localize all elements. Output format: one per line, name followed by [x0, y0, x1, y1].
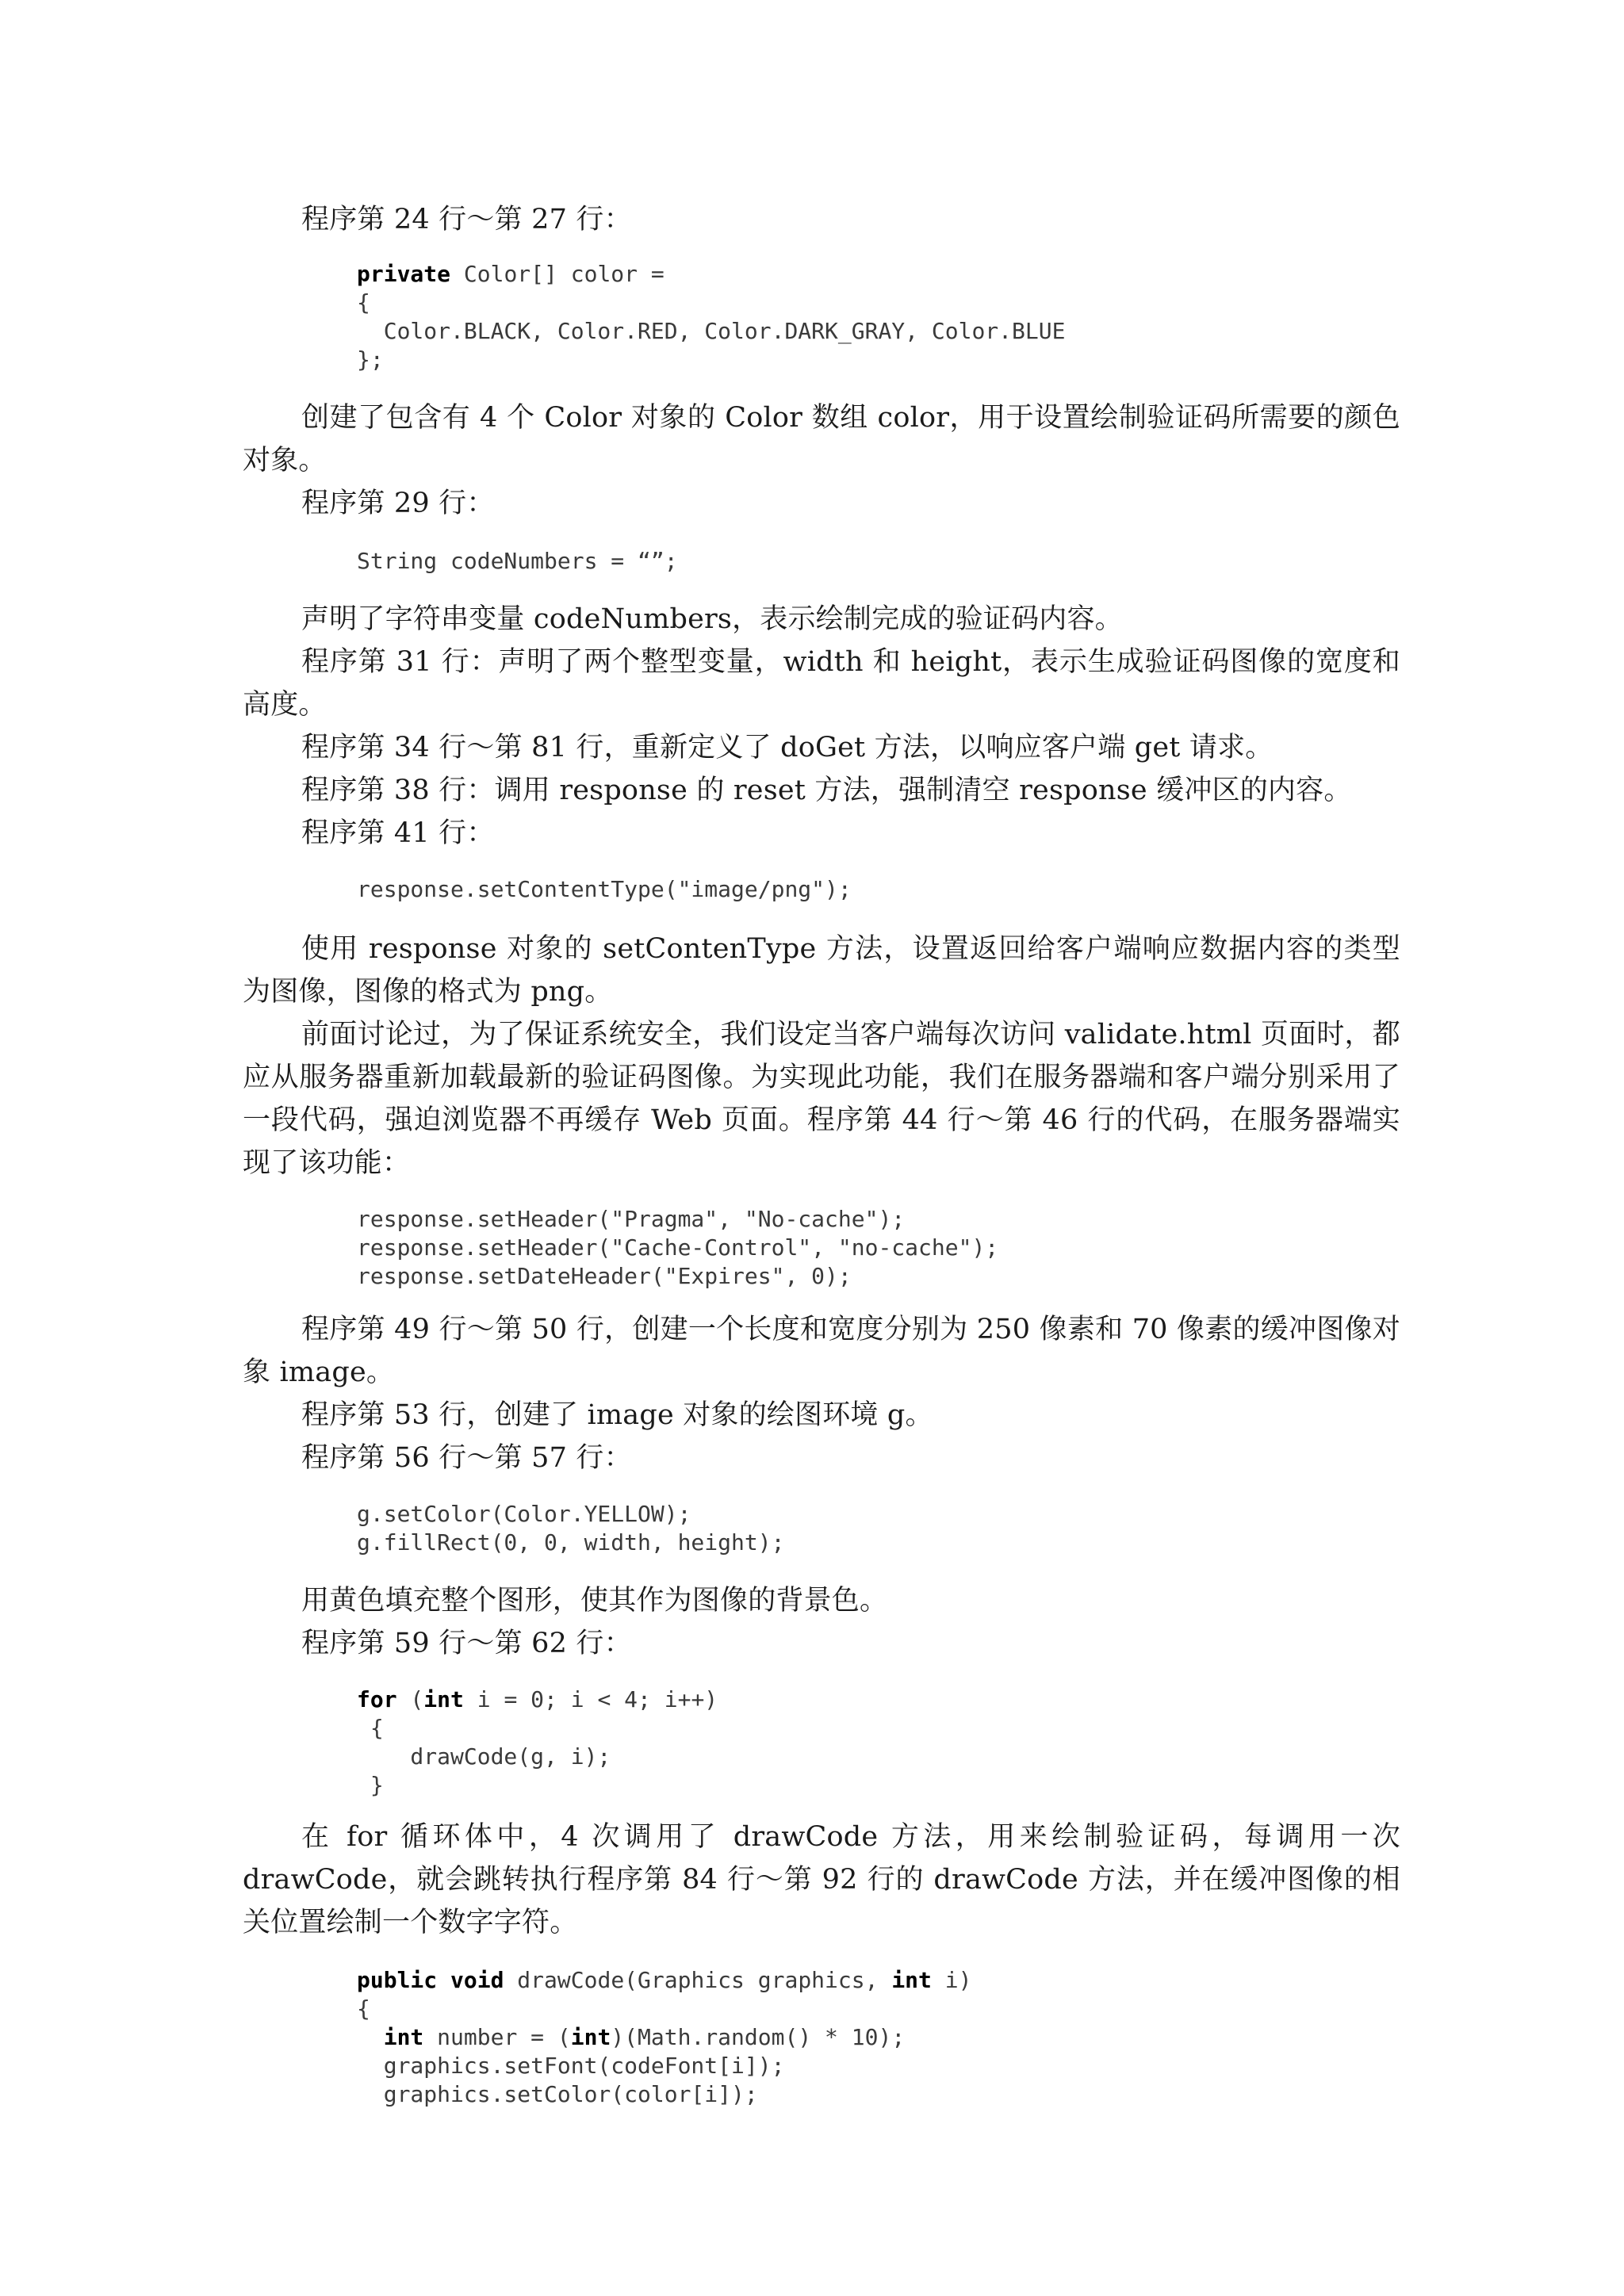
code-block — [357, 1205, 998, 1291]
code-line — [357, 260, 1065, 289]
paragraph: 在 for 循环体中，4 次调用了 drawCode 方法，用来绘制验证码，每调用一次 drawCode，就会跳转执行程序第 84 行～第 92 行的 drawCode 方法，并在缓冲图像的相关位置绘制一个数字字符。 — [243, 1821, 1400, 1938]
code-block — [357, 875, 852, 904]
code-line — [357, 1995, 971, 2023]
paragraph: 创建了包含有 4 个 Color 对象的 Color 数组 color，用于设置绘制验证码所需要的颜色对象。 — [243, 402, 1400, 476]
code-keyword: public — [357, 1967, 438, 1993]
code-text: }; — [357, 346, 384, 373]
code-text: graphics.setColor(color[i]); — [357, 2081, 758, 2107]
code-text: response.setContentType("image/png"); — [357, 876, 852, 902]
code-text: } — [357, 1772, 384, 1798]
code-line — [357, 1529, 784, 1557]
code-text: i = 0; i < 4; i++) — [463, 1686, 718, 1712]
code-line — [357, 1686, 718, 1714]
code-text: response.setHeader("Pragma", "No-cache"); — [357, 1206, 906, 1232]
paragraph: 程序第 53 行，创建了 image 对象的绘图环境 g。 — [301, 1399, 933, 1431]
code-block — [357, 1686, 718, 1800]
paragraph: 程序第 29 行： — [301, 488, 495, 519]
code-line — [357, 1500, 784, 1529]
code-text: drawCode(Graphics graphics, — [504, 1967, 892, 1993]
code-keyword: private — [357, 261, 451, 287]
code-line — [357, 346, 1065, 374]
code-keyword: int — [570, 2024, 611, 2050]
code-block — [357, 547, 678, 576]
code-line — [357, 289, 1065, 317]
code-keyword: int — [423, 1686, 464, 1712]
code-text: g.fillRect(0, 0, width, height); — [357, 1529, 785, 1556]
code-block — [357, 260, 1065, 374]
paragraph: 程序第 49 行～第 50 行，创建一个长度和宽度分别为 250 像素和 70 像素的缓冲图像对象 image。 — [243, 1314, 1400, 1388]
code-line — [357, 1743, 718, 1771]
code-keyword: int — [383, 2024, 424, 2050]
code-line — [357, 547, 678, 576]
paragraph: 程序第 34 行～第 81 行，重新定义了 doGet 方法，以响应客户端 get 请求。 — [301, 732, 1274, 763]
paragraph: 前面讨论过，为了保证系统安全，我们设定当客户端每次访问 validate.html 页面时，都应从服务器重新加载最新的验证码图像。为实现此功能，我们在服务器端和客户端分别采用了一段代码，强迫浏览器不再缓存 Web 页面。程序第 44 行～第 46 行的代码，在服务器端实现了该功能： — [243, 1019, 1400, 1179]
paragraph: 程序第 24 行～第 27 行： — [301, 204, 632, 235]
code-block — [357, 1966, 971, 2109]
paragraph: 用黄色填充整个图形，使其作为图像的背景色。 — [301, 1585, 888, 1617]
code-text: )(Math.random() * 10); — [611, 2024, 906, 2050]
code-line — [357, 2080, 971, 2109]
code-text: g.setColor(Color.YELLOW); — [357, 1501, 691, 1527]
code-text: ( — [396, 1686, 424, 1712]
code-keyword: int — [891, 1967, 932, 1993]
code-text: { — [357, 1715, 384, 1741]
code-line — [357, 1234, 998, 1262]
code-text: graphics.setFont(codeFont[i]); — [357, 2053, 785, 2079]
code-text: Color[] color = — [450, 261, 665, 287]
code-text: response.setHeader("Cache-Control", "no-cache"); — [357, 1234, 999, 1261]
code-text — [437, 1967, 450, 1993]
code-text: { — [357, 289, 370, 316]
paragraph: 程序第 31 行：声明了两个整型变量，width 和 height，表示生成验证码图像的宽度和高度。 — [243, 646, 1400, 721]
paragraph: 程序第 56 行～第 57 行： — [301, 1442, 632, 1474]
code-text: Color.BLACK, Color.RED, Color.DARK_GRAY, Color.BLUE — [357, 318, 1066, 344]
code-line — [357, 2023, 971, 2052]
paragraph: 程序第 41 行： — [301, 817, 495, 849]
code-line — [357, 317, 1065, 346]
code-line — [357, 875, 852, 904]
code-line — [357, 2052, 971, 2080]
code-line — [357, 1966, 971, 1995]
code-block — [357, 1500, 784, 1557]
code-text: i) — [931, 1967, 972, 1993]
code-keyword: void — [450, 1967, 504, 1993]
code-text: number = ( — [423, 2024, 571, 2050]
code-line — [357, 1205, 998, 1234]
code-line — [357, 1262, 998, 1291]
code-text: drawCode(g, i); — [357, 1743, 611, 1770]
paragraph: 程序第 38 行：调用 response 的 reset 方法，强制清空 response 缓冲区的内容。 — [301, 775, 1352, 806]
code-text: String codeNumbers = “”; — [357, 548, 678, 574]
code-text — [357, 2024, 384, 2050]
code-text: response.setDateHeader("Expires", 0); — [357, 1263, 852, 1289]
paragraph: 程序第 59 行～第 62 行： — [301, 1628, 632, 1659]
code-line — [357, 1714, 718, 1743]
code-text: { — [357, 1996, 370, 2022]
paragraph: 使用 response 对象的 setContenType 方法，设置返回给客户端响应数据内容的类型为图像，图像的格式为 png。 — [243, 933, 1400, 1008]
paragraph: 声明了字符串变量 codeNumbers，表示绘制完成的验证码内容。 — [301, 603, 1123, 635]
code-keyword: for — [357, 1686, 397, 1712]
code-line — [357, 1771, 718, 1800]
